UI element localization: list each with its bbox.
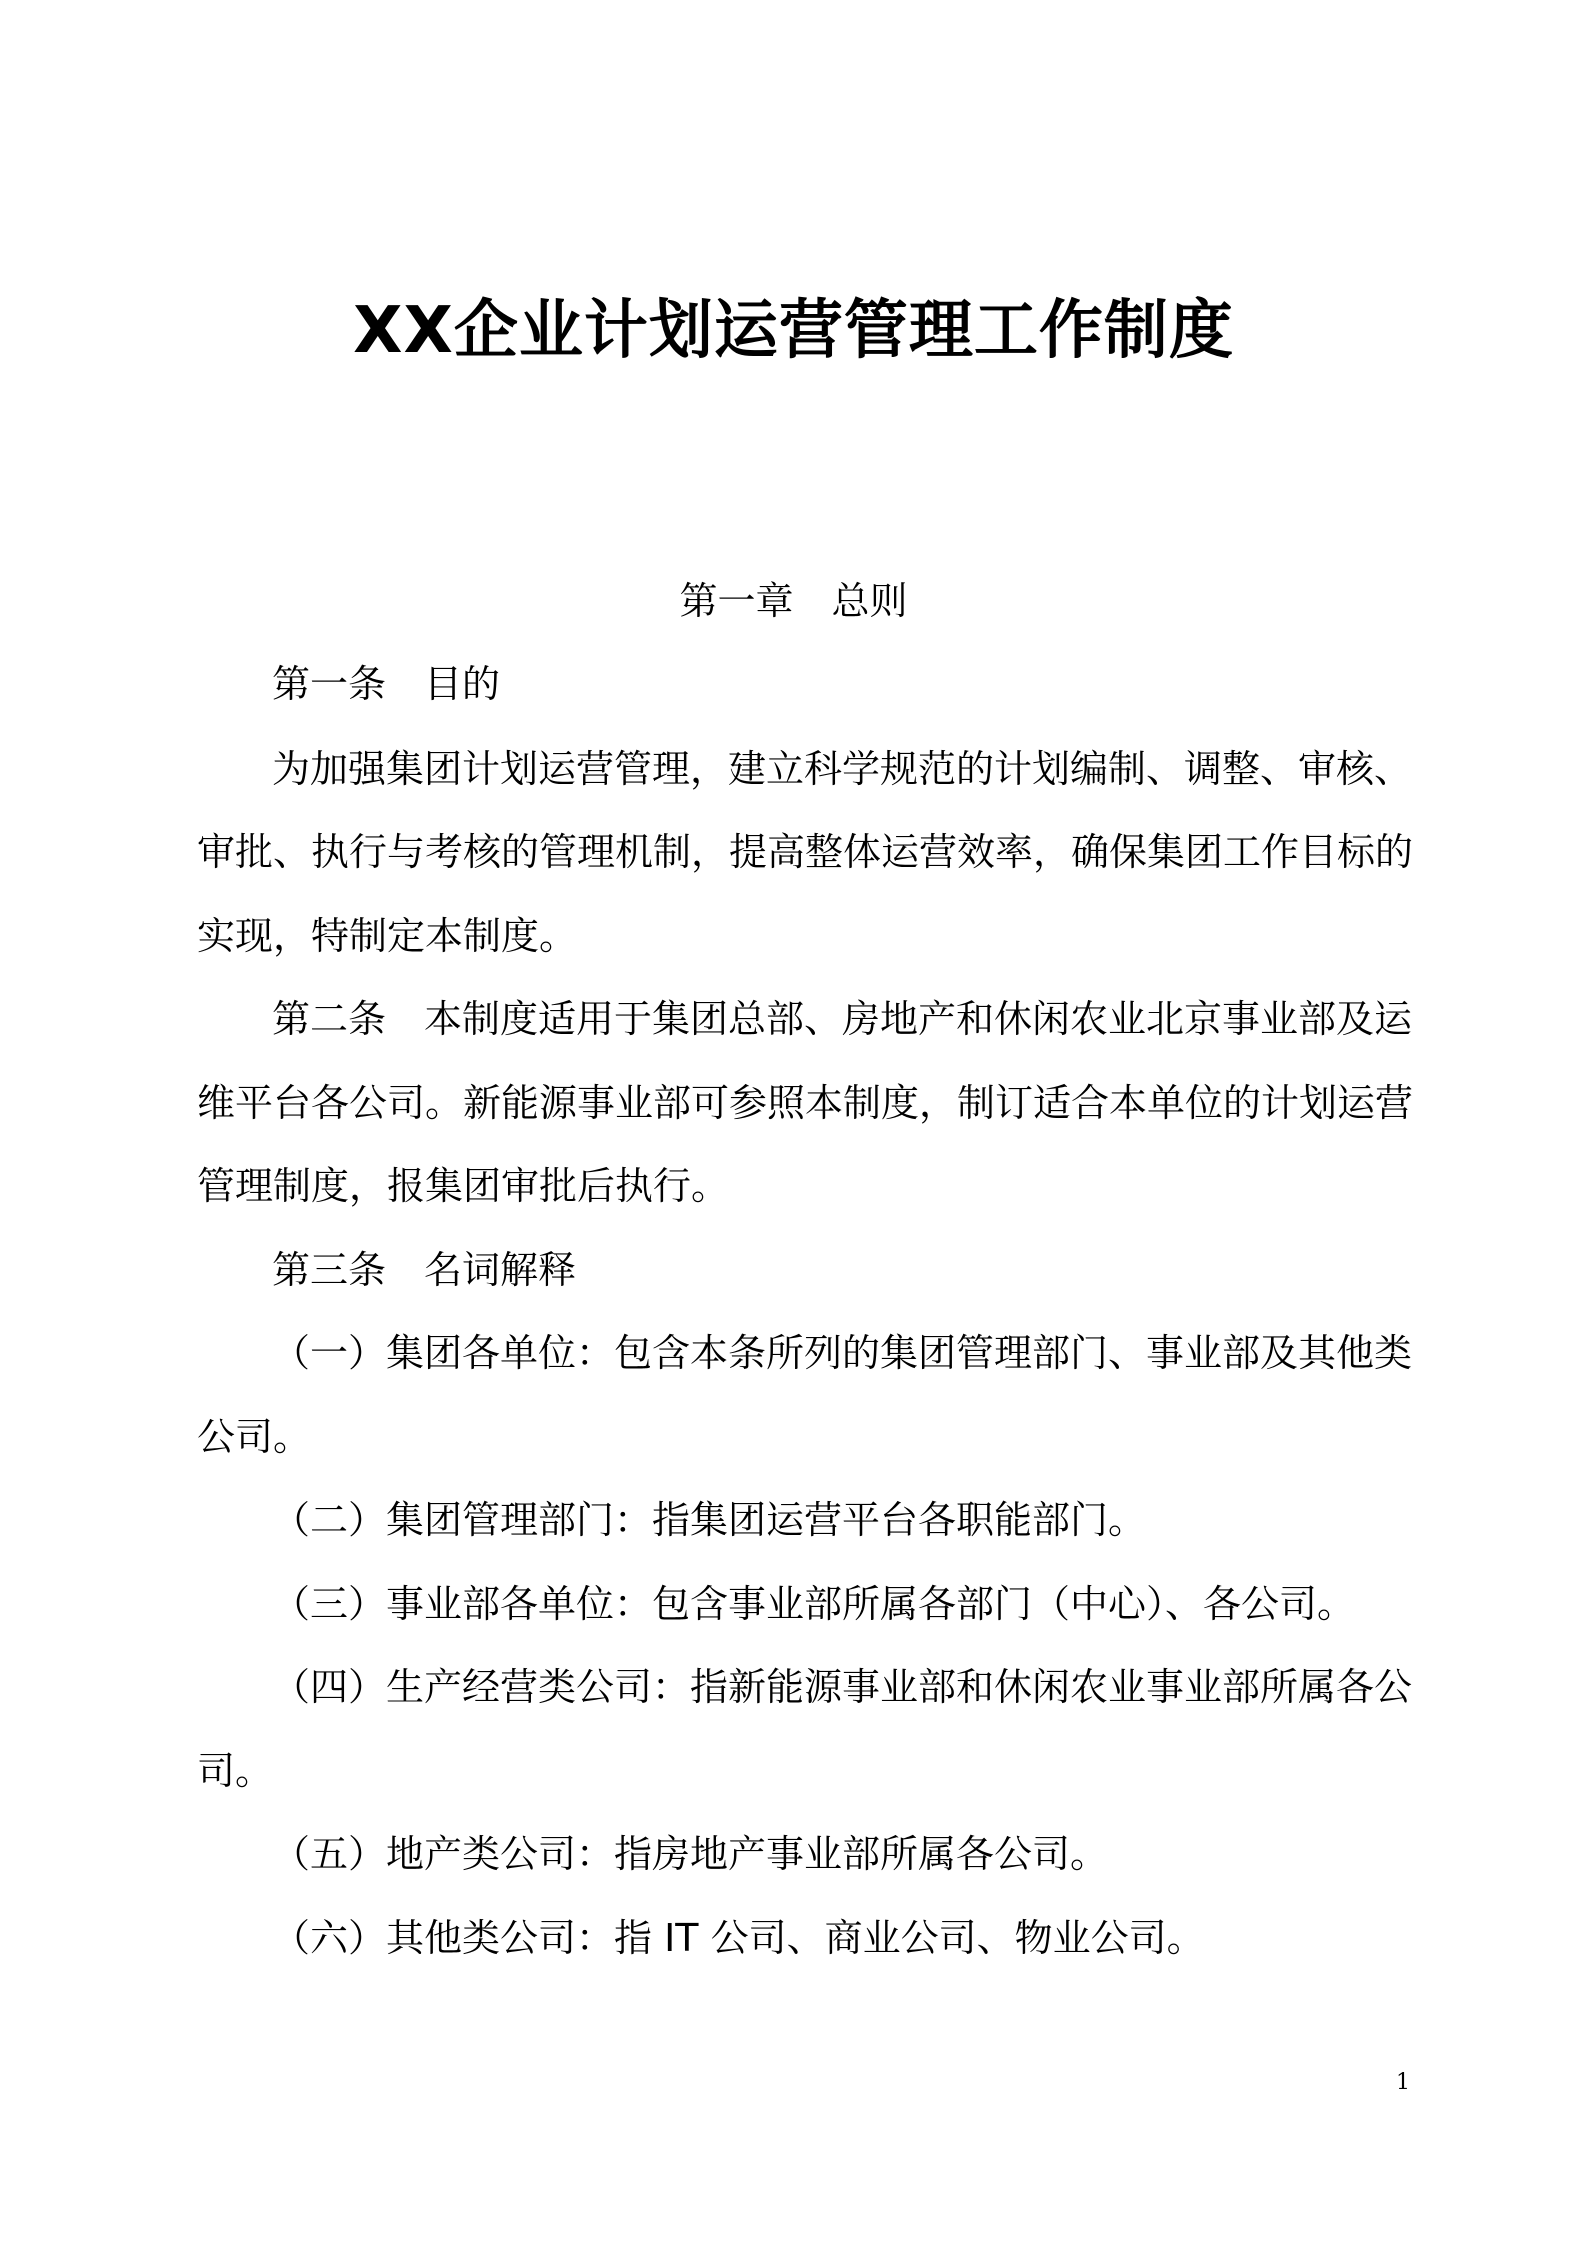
article-2-text-line-3: 管理制度，报集团审批后执行。 — [197, 1164, 730, 1208]
document-title: XX企业计划运营管理工作制度 — [353, 294, 1234, 368]
article-3-heading: 第三条 名词解释 — [272, 1248, 577, 1292]
chapter-heading: 第一章 总则 — [679, 579, 908, 623]
article-2-text-line-1: 第二条 本制度适用于集团总部、房地产和休闲农业北京事业部及运 — [272, 997, 1413, 1041]
definition-6: （六）其他类公司：指 IT 公司、商业公司、物业公司。 — [272, 1916, 1205, 1960]
definition-1-line-2: 公司。 — [197, 1415, 312, 1459]
definition-4-line-2: 司。 — [197, 1749, 274, 1793]
definition-1-line-1: （一）集团各单位：包含本条所列的集团管理部门、事业部及其他类 — [272, 1331, 1413, 1375]
article-2-text-line-2: 维平台各公司。新能源事业部可参照本制度，制订适合本单位的计划运营 — [197, 1081, 1414, 1125]
definition-5: （五）地产类公司：指房地产事业部所属各公司。 — [272, 1832, 1109, 1876]
article-1-text-line-1: 为加强集团计划运营管理，建立科学规范的计划编制、调整、审核、 — [272, 747, 1413, 791]
definition-4-line-1: （四）生产经营类公司：指新能源事业部和休闲农业事业部所属各公 — [272, 1665, 1413, 1709]
definition-2: （二）集团管理部门：指集团运营平台各职能部门。 — [272, 1498, 1147, 1542]
page-number: 1 — [1396, 2070, 1410, 2095]
article-1-text-line-3: 实现，特制定本制度。 — [197, 914, 578, 958]
definition-3: （三）事业部各单位：包含事业部所属各部门（中心）、各公司。 — [272, 1582, 1356, 1626]
article-1-text-line-2: 审批、执行与考核的管理机制，提高整体运营效率，确保集团工作目标的 — [197, 830, 1414, 874]
article-1-heading: 第一条 目的 — [272, 662, 501, 706]
